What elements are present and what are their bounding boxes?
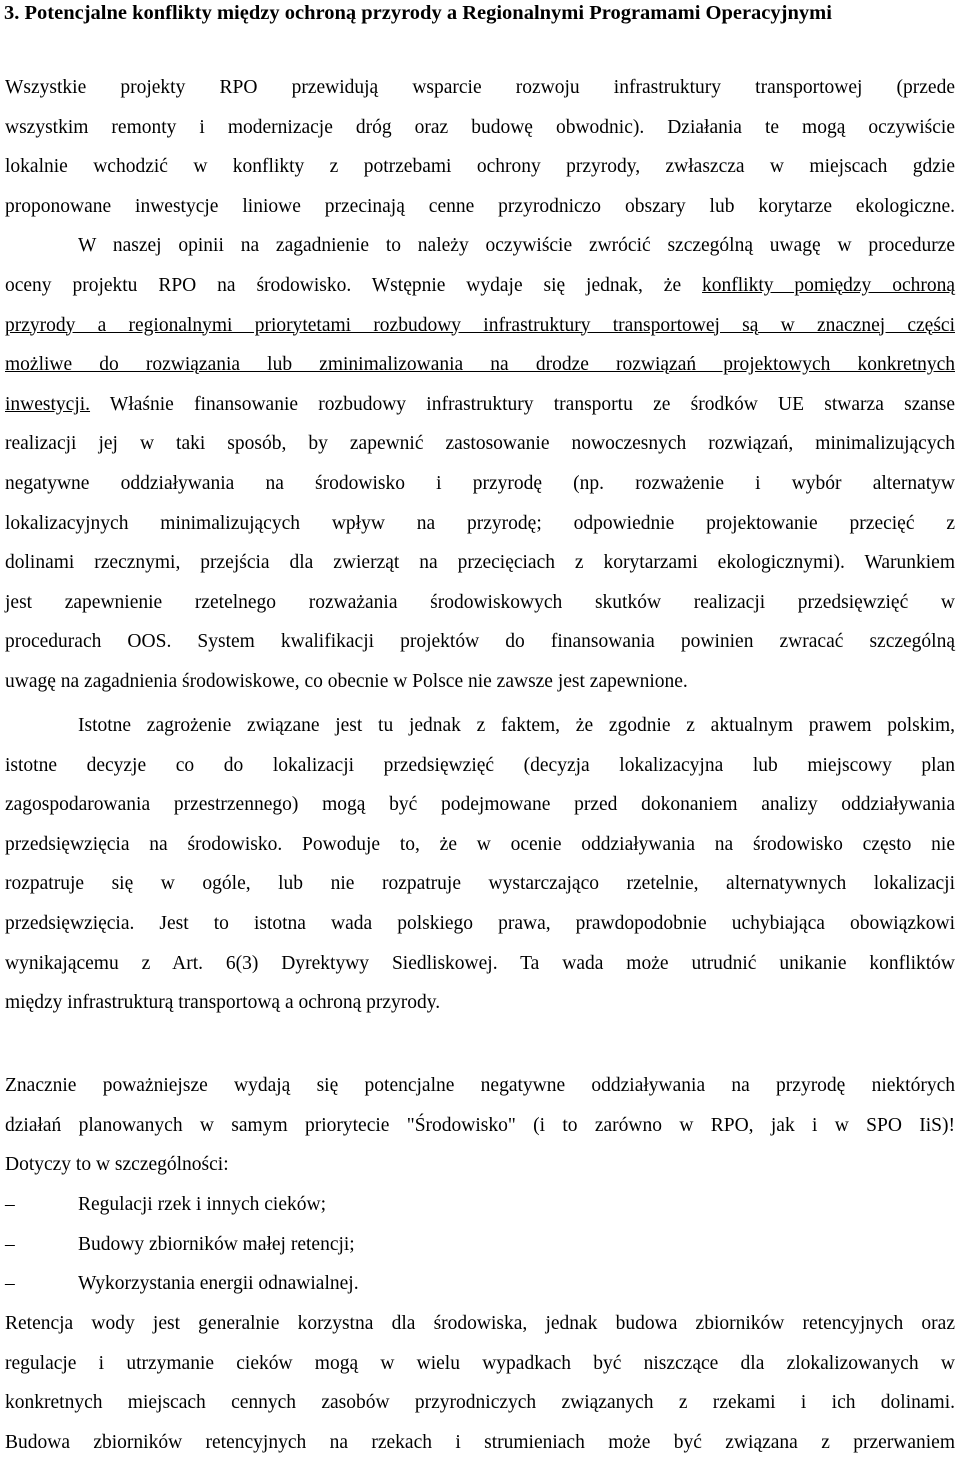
text-line: proponowane inwestycje liniowe przecinają cenne przyrodniczo obszary lub korytarze ekologiczne. — [5, 195, 955, 217]
text-span: oceny projektu RPO na środowisko. Wstępnie wydaje się jednak, że — [5, 274, 703, 296]
text-line: realizacji jej w taki sposób, by zapewnić zastosowanie nowoczesnych rozwiązań, minimalizujących — [5, 433, 955, 455]
text-line: Znacznie poważniejsze wydają się potencjalne negatywne oddziaływania na przyrodę niektórych — [5, 1075, 955, 1096]
text-line: wszystkim remonty i modernizacje dróg oraz budowę obwodnic). Działania te mogą oczywiście — [5, 116, 955, 138]
text-line: rozpatruje się w ogóle, lub nie rozpatruje wystarczająco rzetelnie, alternatywnych lokalizacji — [5, 873, 955, 895]
text-line: zagospodarowania przestrzennego) mogą być podejmowane przed dokonaniem analizy oddziaływania — [5, 794, 955, 816]
text-line — [5, 306, 955, 346]
text-line: Budowa zbiorników retencyjnych na rzekach i strumieniach może być związana z przerwaniem — [5, 1431, 955, 1453]
text-line: wynikającemu z Art. 6(3) Dyrektywy Siedliskowej. Ta wada może utrudnić unikanie konfliktów — [5, 952, 955, 974]
paragraph-3 — [5, 706, 955, 1023]
text-line: istotne decyzje co do lokalizacji przedsięwzięć (decyzja lokalizacyjna lub miejscowy plan — [5, 754, 955, 776]
text-line: jest zapewnienie rzetelnego rozważania środowiskowych skutków realizacji przedsięwzięć w — [5, 591, 955, 613]
list-item — [5, 1185, 955, 1225]
text-line: przedsięwzięcia na środowisko. Powoduje to, że w ocenie oddziaływania na środowisko często nie — [5, 833, 955, 855]
list-item — [5, 1264, 955, 1304]
list-item-text: Wykorzystania energii odnawialnej. — [78, 1273, 359, 1295]
bullet-list — [5, 1185, 955, 1304]
text-line: konkretnych miejscach cennych zasobów przyrodniczych związanych z rzekami i ich dolinami. — [5, 1392, 955, 1414]
list-item-text: Budowy zbiorników małej retencji; — [78, 1233, 355, 1255]
underlined-text: przyrody a regionalnymi priorytetami rozbudowy infrastruktury transportowej są w znacznej części — [5, 314, 955, 336]
text-line: lokalnie wchodzić w konflikty z potrzebami ochrony przyrody, zwłaszcza w miejscach gdzie — [5, 156, 955, 178]
text-line: Retencja wody jest generalnie korzystna dla środowiska, jednak budowa zbiorników retencyjnych oraz — [5, 1313, 955, 1334]
text-line — [5, 266, 955, 306]
paragraph-1 — [5, 68, 955, 226]
text-line — [5, 345, 955, 385]
text-line: działań planowanych w samym priorytecie "Środowisko" (i to zarówno w RPO, jak i w SPO IiS)! — [5, 1114, 955, 1136]
section-heading: 3. Potencjalne konflikty między ochroną przyrody a Regionalnymi Programami Operacyjnymi — [4, 2, 832, 24]
list-item — [5, 1225, 955, 1265]
paragraph-5 — [5, 1304, 955, 1462]
text-line — [5, 385, 955, 425]
text-line: Wszystkie projekty RPO przewidują wsparcie rozwoju infrastruktury transportowej (przede — [5, 77, 955, 98]
dash-bullet: – — [5, 1194, 15, 1215]
text-line: procedurach OOS. System kwalifikacji projektów do finansowania powinien zwracać szczególną — [5, 631, 955, 653]
text-line: Istotne zagrożenie związane jest tu jednak z faktem, że zgodnie z aktualnym prawem polskim, — [78, 715, 955, 736]
underlined-text: możliwe do rozwiązania lub zminimalizowania na drodze rozwiązań projektowych konkretnych — [5, 354, 955, 376]
text-span: Właśnie finansowanie rozbudowy infrastruktury transportu ze środków UE stwarza szanse — [90, 393, 955, 415]
dash-bullet: – — [5, 1273, 15, 1295]
paragraph-4 — [5, 1066, 955, 1185]
list-item-text: Regulacji rzek i innych cieków; — [78, 1194, 326, 1215]
underlined-text: inwestycji. — [5, 393, 91, 415]
paragraph-2 — [5, 226, 955, 701]
text-line: Dotyczy to w szczególności: — [5, 1154, 229, 1176]
text-line: regulacje i utrzymanie cieków mogą w wielu wypadkach być niszczące dla zlokalizowanych w — [5, 1352, 955, 1374]
text-line: przedsięwzięcia. Jest to istotna wada polskiego prawa, prawdopodobnie uchybiająca obowiązkowi — [5, 912, 955, 934]
text-line: między infrastrukturą transportową a ochroną przyrody. — [5, 992, 441, 1014]
text-line: negatywne oddziaływania na środowisko i przyrodę (np. rozważenie i wybór alternatyw — [5, 472, 955, 494]
text-line: W naszej opinii na zagadnienie to należy oczywiście zwrócić szczególną uwagę w procedurze — [78, 235, 955, 257]
dash-bullet: – — [5, 1233, 15, 1255]
text-line: dolinami rzecznymi, przejścia dla zwierząt na przecięciach z korytarzami ekologicznymi). Warunkiem — [5, 552, 955, 574]
text-line: lokalizacyjnych minimalizujących wpływ na przyrodę; odpowiednie projektowanie przecięć z — [5, 512, 955, 534]
underlined-text: konflikty pomiędzy ochroną — [702, 274, 955, 296]
text-line: uwagę na zagadnienia środowiskowe, co obecnie w Polsce nie zawsze jest zapewnione. — [5, 670, 688, 692]
